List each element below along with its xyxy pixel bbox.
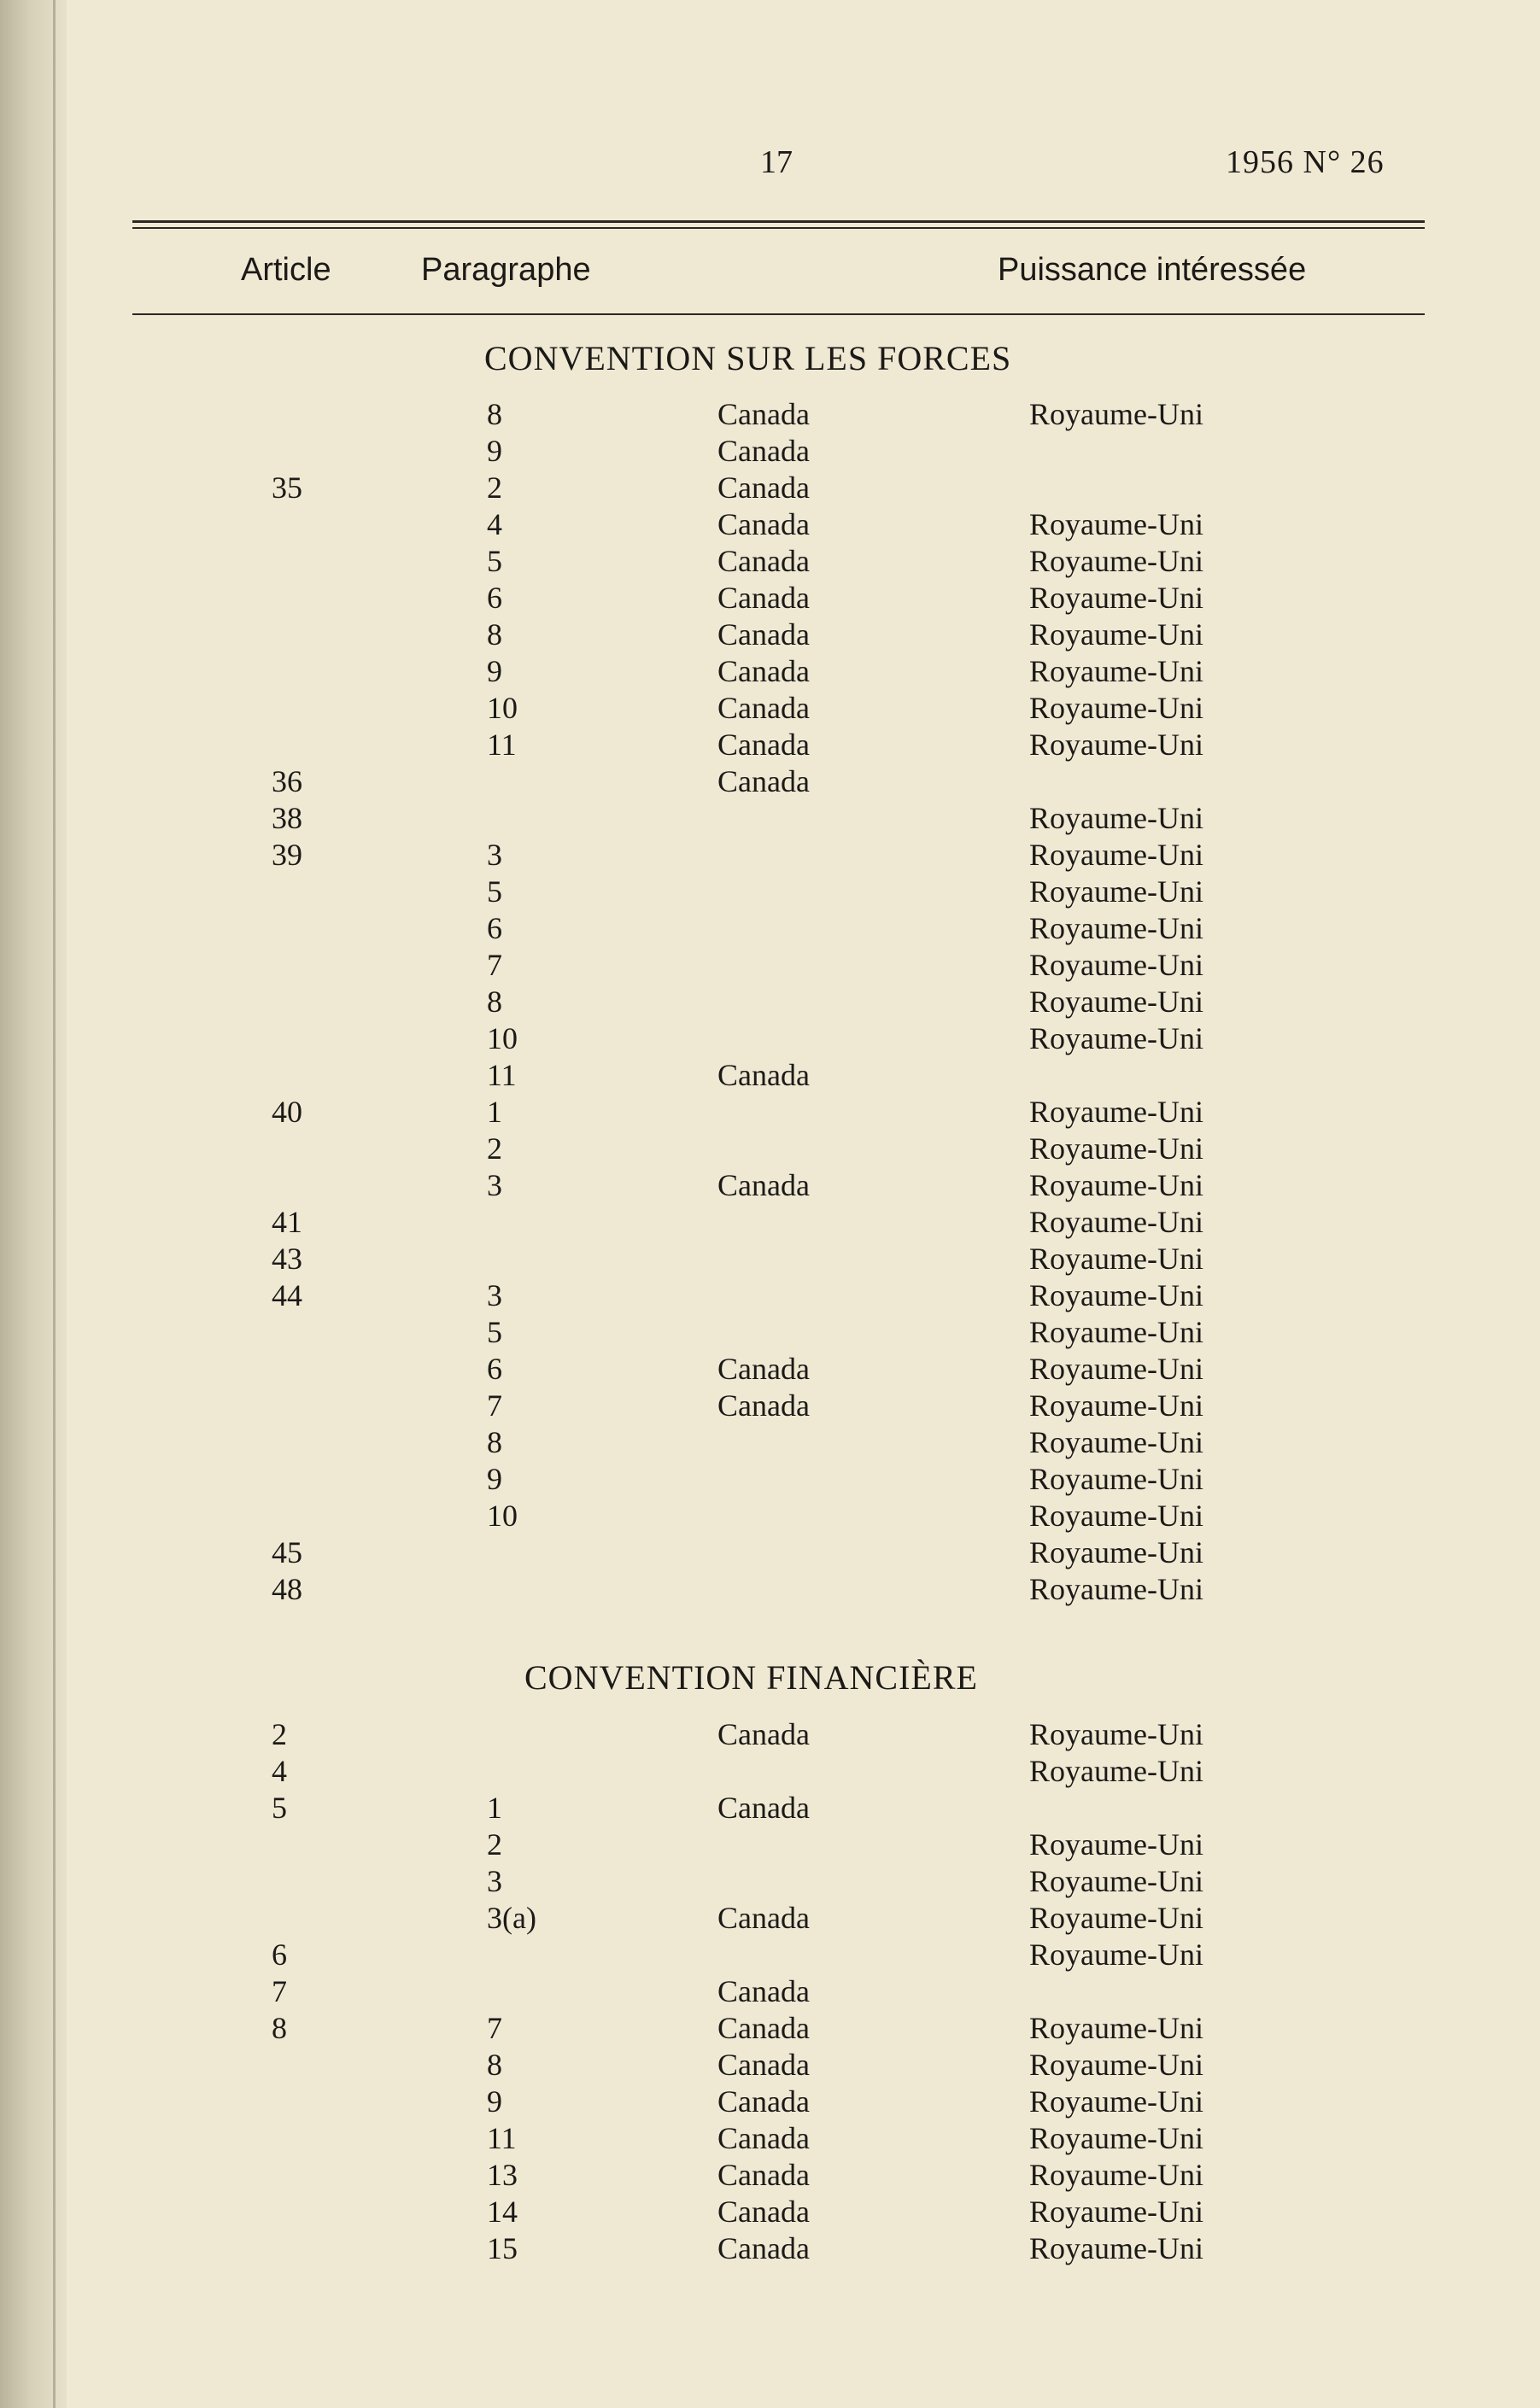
table-row	[0, 1826, 1540, 1862]
cell-canada: Canada	[717, 1058, 810, 1092]
table-row	[0, 984, 1540, 1020]
cell-royaume-uni: Royaume-Uni	[1029, 1462, 1203, 1496]
cell-royaume-uni: Royaume-Uni	[1029, 1278, 1203, 1312]
table-row	[0, 1204, 1540, 1240]
table-row	[0, 763, 1540, 799]
cell-paragraphe: 13	[487, 2158, 518, 2192]
table-row	[0, 396, 1540, 432]
cell-article: 8	[272, 2011, 287, 2045]
table-row	[0, 1498, 1540, 1534]
cell-royaume-uni: Royaume-Uni	[1029, 801, 1203, 835]
table-row	[0, 433, 1540, 469]
table-row	[0, 1351, 1540, 1387]
cell-paragraphe: 8	[487, 1425, 502, 1459]
table-row	[0, 2047, 1540, 2083]
cell-canada: Canada	[717, 654, 810, 688]
cell-article: 39	[272, 838, 302, 872]
cell-royaume-uni: Royaume-Uni	[1029, 1205, 1203, 1239]
cell-royaume-uni: Royaume-Uni	[1029, 1021, 1203, 1055]
cell-royaume-uni: Royaume-Uni	[1029, 1901, 1203, 1935]
cell-royaume-uni: Royaume-Uni	[1029, 691, 1203, 725]
cell-article: 45	[272, 1535, 302, 1569]
table-row	[0, 2120, 1540, 2156]
cell-royaume-uni: Royaume-Uni	[1029, 1717, 1203, 1751]
table-row	[0, 543, 1540, 579]
cell-canada: Canada	[717, 617, 810, 652]
column-header-rule	[132, 313, 1425, 315]
table-row	[0, 1167, 1540, 1203]
cell-paragraphe: 5	[487, 874, 502, 909]
table-row	[0, 1534, 1540, 1570]
table-row	[0, 910, 1540, 946]
cell-royaume-uni: Royaume-Uni	[1029, 1499, 1203, 1533]
cell-paragraphe: 3	[487, 1864, 502, 1898]
cell-paragraphe: 15	[487, 2231, 518, 2265]
cell-royaume-uni: Royaume-Uni	[1029, 1425, 1203, 1459]
cell-royaume-uni: Royaume-Uni	[1029, 2084, 1203, 2119]
cell-paragraphe: 7	[487, 2011, 502, 2045]
table-row	[0, 837, 1540, 873]
cell-royaume-uni: Royaume-Uni	[1029, 1352, 1203, 1386]
cell-royaume-uni: Royaume-Uni	[1029, 838, 1203, 872]
cell-royaume-uni: Royaume-Uni	[1029, 874, 1203, 909]
cell-paragraphe: 3(a)	[487, 1901, 536, 1935]
cell-canada: Canada	[717, 2048, 810, 2082]
cell-paragraphe: 6	[487, 1352, 502, 1386]
cell-paragraphe: 8	[487, 2048, 502, 2082]
cell-article: 38	[272, 801, 302, 835]
cell-paragraphe: 11	[487, 728, 517, 762]
header-rule-double	[132, 227, 1425, 229]
cell-paragraphe: 10	[487, 1499, 518, 1533]
cell-canada: Canada	[717, 1791, 810, 1825]
cell-royaume-uni: Royaume-Uni	[1029, 507, 1203, 541]
cell-paragraphe: 2	[487, 1131, 502, 1166]
cell-paragraphe: 8	[487, 617, 502, 652]
cell-canada: Canada	[717, 691, 810, 725]
cell-paragraphe: 10	[487, 691, 518, 725]
cell-canada: Canada	[717, 1901, 810, 1935]
cell-canada: Canada	[717, 2011, 810, 2045]
cell-royaume-uni: Royaume-Uni	[1029, 1168, 1203, 1202]
cell-paragraphe: 11	[487, 1058, 517, 1092]
column-header-puissance: Puissance intéressée	[998, 252, 1307, 288]
cell-royaume-uni: Royaume-Uni	[1029, 2231, 1203, 2265]
table-row	[0, 2194, 1540, 2230]
column-header-article: Article	[241, 252, 331, 288]
cell-royaume-uni: Royaume-Uni	[1029, 1572, 1203, 1606]
cell-paragraphe: 9	[487, 1462, 502, 1496]
cell-article: 6	[272, 1938, 287, 1972]
cell-paragraphe: 1	[487, 1095, 502, 1129]
cell-canada: Canada	[717, 2084, 810, 2119]
cell-royaume-uni: Royaume-Uni	[1029, 581, 1203, 615]
cell-canada: Canada	[717, 397, 810, 431]
cell-paragraphe: 8	[487, 397, 502, 431]
cell-royaume-uni: Royaume-Uni	[1029, 1131, 1203, 1166]
table-row	[0, 653, 1540, 689]
table-row	[0, 947, 1540, 983]
cell-canada: Canada	[717, 1388, 810, 1423]
cell-article: 2	[272, 1717, 287, 1751]
cell-paragraphe: 3	[487, 1168, 502, 1202]
cell-paragraphe: 4	[487, 507, 502, 541]
section-title-financiere: CONVENTION FINANCIÈRE	[524, 1658, 978, 1697]
cell-royaume-uni: Royaume-Uni	[1029, 397, 1203, 431]
cell-paragraphe: 3	[487, 838, 502, 872]
cell-paragraphe: 1	[487, 1791, 502, 1825]
cell-royaume-uni: Royaume-Uni	[1029, 1388, 1203, 1423]
cell-article: 35	[272, 470, 302, 505]
cell-canada: Canada	[717, 2195, 810, 2229]
cell-royaume-uni: Royaume-Uni	[1029, 1095, 1203, 1129]
cell-article: 4	[272, 1754, 287, 1788]
cell-royaume-uni: Royaume-Uni	[1029, 911, 1203, 945]
cell-canada: Canada	[717, 470, 810, 505]
cell-paragraphe: 9	[487, 434, 502, 468]
cell-article: 40	[272, 1095, 302, 1129]
cell-canada: Canada	[717, 507, 810, 541]
cell-paragraphe: 2	[487, 1827, 502, 1862]
cell-paragraphe: 3	[487, 1278, 502, 1312]
cell-paragraphe: 9	[487, 654, 502, 688]
cell-royaume-uni: Royaume-Uni	[1029, 1827, 1203, 1862]
table-row	[0, 1790, 1540, 1826]
table-row	[0, 690, 1540, 726]
table-row	[0, 800, 1540, 836]
cell-royaume-uni: Royaume-Uni	[1029, 2011, 1203, 2045]
cell-canada: Canada	[717, 581, 810, 615]
cell-article: 48	[272, 1572, 302, 1606]
cell-article: 43	[272, 1242, 302, 1276]
page-number: 17	[760, 144, 793, 180]
table-row	[0, 1900, 1540, 1936]
table-row	[0, 1973, 1540, 2009]
cell-royaume-uni: Royaume-Uni	[1029, 1535, 1203, 1569]
table-row	[0, 2230, 1540, 2266]
table-row	[0, 1753, 1540, 1789]
cell-canada: Canada	[717, 2231, 810, 2265]
table-row	[0, 470, 1540, 506]
cell-royaume-uni: Royaume-Uni	[1029, 948, 1203, 982]
table-row	[0, 2157, 1540, 2193]
cell-paragraphe: 6	[487, 911, 502, 945]
cell-article: 7	[272, 1974, 287, 2008]
cell-royaume-uni: Royaume-Uni	[1029, 1315, 1203, 1349]
cell-royaume-uni: Royaume-Uni	[1029, 985, 1203, 1019]
cell-paragraphe: 14	[487, 2195, 518, 2229]
cell-canada: Canada	[717, 544, 810, 578]
section-title-forces: CONVENTION SUR LES FORCES	[484, 339, 1012, 377]
table-row	[0, 1571, 1540, 1607]
table-row	[0, 1094, 1540, 1130]
table-row	[0, 1020, 1540, 1056]
cell-canada: Canada	[717, 1717, 810, 1751]
cell-canada: Canada	[717, 1974, 810, 2008]
table-row	[0, 1937, 1540, 1973]
table-row	[0, 874, 1540, 909]
table-row	[0, 727, 1540, 763]
table-row	[0, 1461, 1540, 1497]
cell-article: 5	[272, 1791, 287, 1825]
cell-article: 36	[272, 764, 302, 798]
cell-canada: Canada	[717, 434, 810, 468]
table-row	[0, 580, 1540, 616]
cell-royaume-uni: Royaume-Uni	[1029, 1938, 1203, 1972]
table-row	[0, 1057, 1540, 1093]
cell-paragraphe: 7	[487, 1388, 502, 1423]
cell-canada: Canada	[717, 2158, 810, 2192]
cell-paragraphe: 6	[487, 581, 502, 615]
table-row	[0, 1388, 1540, 1423]
cell-royaume-uni: Royaume-Uni	[1029, 2121, 1203, 2155]
header-rule-top	[132, 220, 1425, 223]
cell-paragraphe: 5	[487, 1315, 502, 1349]
cell-royaume-uni: Royaume-Uni	[1029, 2158, 1203, 2192]
table-row	[0, 1716, 1540, 1752]
cell-canada: Canada	[717, 2121, 810, 2155]
cell-royaume-uni: Royaume-Uni	[1029, 617, 1203, 652]
cell-paragraphe: 2	[487, 470, 502, 505]
cell-royaume-uni: Royaume-Uni	[1029, 2048, 1203, 2082]
cell-article: 41	[272, 1205, 302, 1239]
cell-royaume-uni: Royaume-Uni	[1029, 1864, 1203, 1898]
column-header-paragraphe: Paragraphe	[421, 252, 591, 288]
table-row	[0, 1277, 1540, 1313]
cell-paragraphe: 10	[487, 1021, 518, 1055]
cell-canada: Canada	[717, 764, 810, 798]
cell-paragraphe: 11	[487, 2121, 517, 2155]
table-row	[0, 2010, 1540, 2046]
cell-paragraphe: 8	[487, 985, 502, 1019]
table-row	[0, 2084, 1540, 2119]
cell-canada: Canada	[717, 728, 810, 762]
table-row	[0, 1241, 1540, 1277]
cell-article: 44	[272, 1278, 302, 1312]
cell-canada: Canada	[717, 1352, 810, 1386]
year-and-issue-number: 1956 N° 26	[1226, 144, 1385, 180]
table-row	[0, 1314, 1540, 1350]
cell-paragraphe: 5	[487, 544, 502, 578]
table-row	[0, 506, 1540, 542]
cell-royaume-uni: Royaume-Uni	[1029, 544, 1203, 578]
table-row	[0, 1863, 1540, 1899]
table-row	[0, 617, 1540, 652]
table-row	[0, 1424, 1540, 1460]
cell-canada: Canada	[717, 1168, 810, 1202]
cell-paragraphe: 9	[487, 2084, 502, 2119]
cell-royaume-uni: Royaume-Uni	[1029, 728, 1203, 762]
cell-royaume-uni: Royaume-Uni	[1029, 2195, 1203, 2229]
cell-paragraphe: 7	[487, 948, 502, 982]
table-row	[0, 1131, 1540, 1166]
cell-royaume-uni: Royaume-Uni	[1029, 1754, 1203, 1788]
cell-royaume-uni: Royaume-Uni	[1029, 1242, 1203, 1276]
cell-royaume-uni: Royaume-Uni	[1029, 654, 1203, 688]
